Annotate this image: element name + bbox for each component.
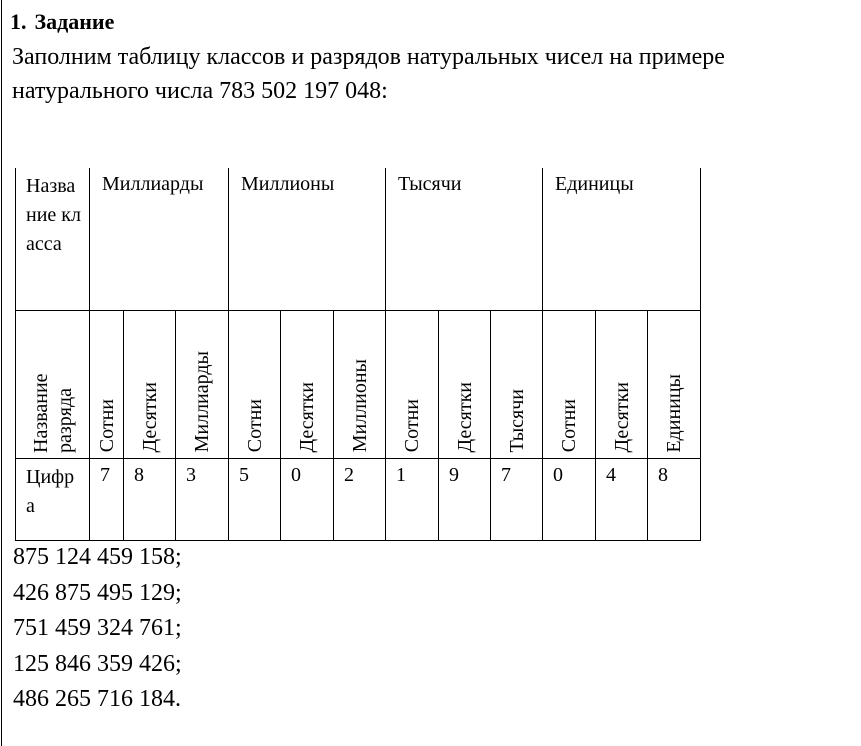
digit-cell: [386, 458, 439, 540]
digit-cell: [543, 458, 596, 540]
digit-value: 0: [553, 463, 563, 486]
digit-cell: [124, 458, 176, 540]
class-row: [16, 168, 701, 310]
rank-header-cell: [16, 310, 90, 458]
task-intro: [12, 40, 857, 108]
rank-label: Тысячи: [505, 389, 528, 453]
digit-row: [16, 458, 701, 540]
classes-ranks-table: [15, 168, 701, 541]
class-label: Миллиарды: [102, 173, 204, 195]
class-cell-thousands: [386, 168, 543, 310]
rank-label: Десятки: [138, 382, 161, 453]
digit-value: 7: [100, 463, 110, 486]
digit-value: 1: [396, 463, 406, 486]
rank-cell: [176, 310, 229, 458]
digit-cell: [334, 458, 386, 540]
rank-cell: [90, 310, 124, 458]
rank-label: Десятки: [610, 382, 633, 453]
rank-label: Десятки: [296, 382, 318, 453]
digit-cell: [281, 458, 334, 540]
digit-cell: [439, 458, 491, 540]
number-item: 486 265 716 184.: [13, 686, 181, 712]
rank-cell: [334, 310, 386, 458]
class-header-label: Название класса: [26, 175, 81, 255]
digit-cell: [176, 458, 229, 540]
digit-value: 8: [658, 463, 668, 486]
digit-cell: [90, 458, 124, 540]
digit-header-label: Цифра: [26, 465, 75, 517]
rank-label: Сотни: [558, 399, 580, 453]
rank-cell: [439, 310, 491, 458]
numbers-list: [13, 540, 182, 718]
task-number: 1.: [10, 9, 27, 34]
digit-value: 8: [134, 463, 144, 486]
digit-cell: [229, 458, 281, 540]
intro-line-2: натурального числа 783 502 197 048:: [12, 78, 388, 104]
rank-label: Десятки: [453, 382, 476, 453]
digit-value: 5: [239, 463, 249, 486]
rank-cell: [596, 310, 648, 458]
rank-cell: [543, 310, 596, 458]
class-header-cell: [16, 168, 90, 310]
digit-cell: [648, 458, 701, 540]
digit-cell: [596, 458, 648, 540]
rank-cell: [229, 310, 281, 458]
rank-cell: [648, 310, 701, 458]
number-item: 125 846 359 426;: [13, 650, 182, 677]
digit-value: 4: [606, 463, 616, 486]
rank-cell: [491, 310, 543, 458]
digit-cell: [491, 458, 543, 540]
number-item: 875 124 459 158;: [13, 544, 182, 570]
rank-cell: [386, 310, 439, 458]
task-heading: [10, 8, 114, 36]
class-label: Миллионы: [241, 173, 335, 195]
digit-header-cell: [16, 458, 90, 540]
number-item: 426 875 495 129;: [13, 579, 182, 606]
rank-label: Миллионы: [348, 359, 371, 453]
rank-header-label: Название разряда: [29, 372, 76, 453]
class-cell-billions: [90, 168, 229, 310]
digit-value: 7: [501, 463, 511, 486]
class-cell-units: [543, 168, 701, 310]
class-label: Единицы: [555, 173, 634, 195]
class-label: Тысячи: [398, 173, 462, 195]
rank-cell: [281, 310, 334, 458]
digit-value: 0: [291, 463, 301, 486]
rank-label: Сотни: [401, 399, 423, 453]
rank-label: Сотни: [243, 399, 266, 453]
digit-value: 9: [449, 463, 459, 486]
rank-row: [16, 310, 701, 458]
page-frame-line: [1, 0, 2, 746]
number-item: 751 459 324 761;: [13, 615, 182, 641]
class-cell-millions: [229, 168, 386, 310]
digit-value: 2: [344, 463, 354, 486]
rank-cell: [124, 310, 176, 458]
rank-label: Миллиарды: [191, 351, 213, 453]
digit-value: 3: [186, 463, 196, 486]
rank-label: Единицы: [663, 373, 685, 453]
rank-label: Сотни: [95, 399, 118, 453]
task-title: Задание: [34, 9, 115, 34]
intro-line-1: Заполним таблицу классов и разрядов натуральных чисел на примере: [12, 44, 725, 70]
